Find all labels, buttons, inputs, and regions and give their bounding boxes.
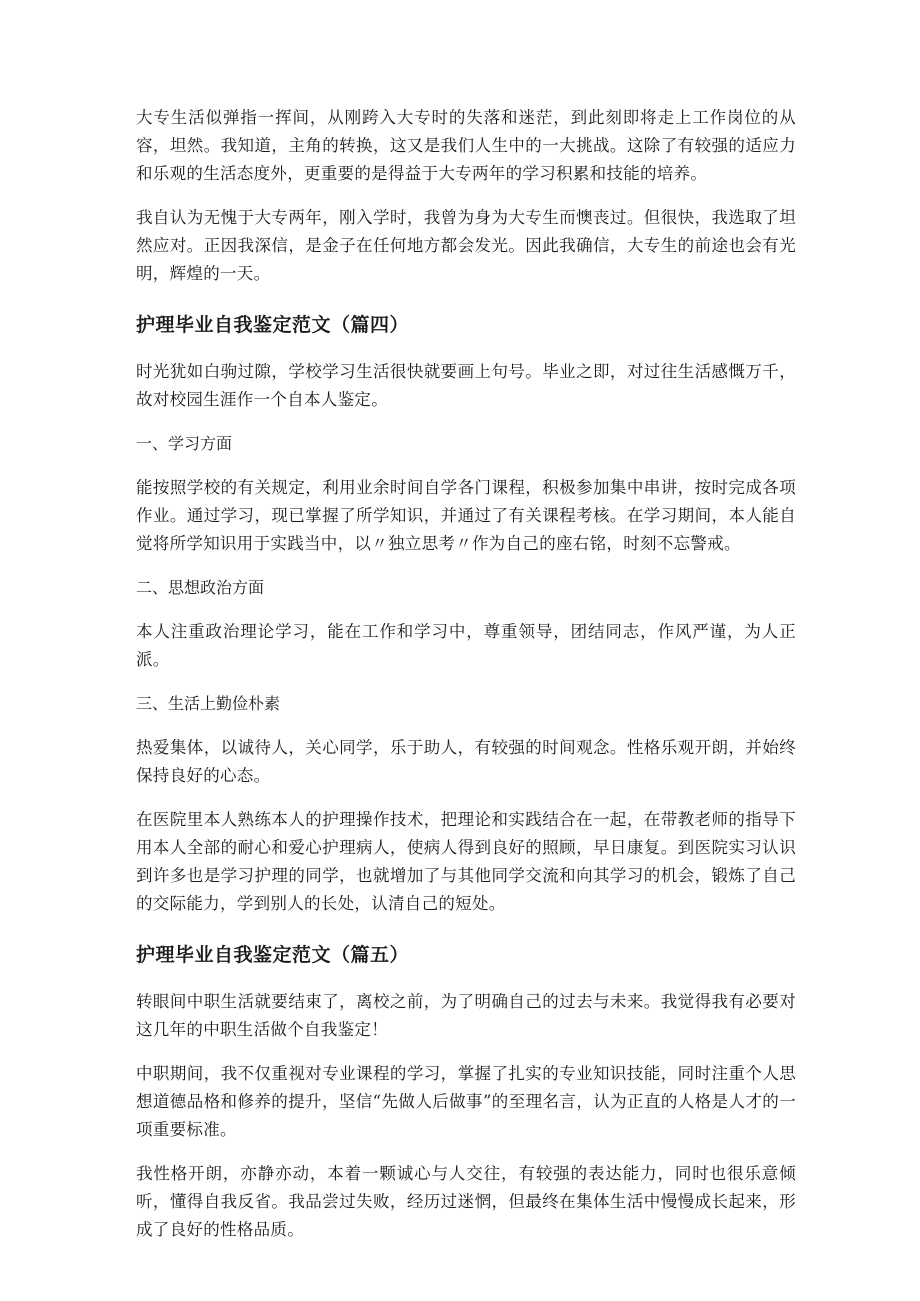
- section-5-paragraph-2: 中职期间，我不仅重视对专业课程的学习，掌握了扎实的专业知识技能，同时注重个人思想道德品格和修养的提升，坚信“先做人后做事”的至理名言，认为正直的人格是人才的一项重要标准。: [136, 1064, 796, 1139]
- section-5-title: 护理毕业自我鉴定范文（篇五）: [136, 944, 410, 966]
- section-4-sub1-text: 能按照学校的有关规定，利用业余时间自学各门课程，积极参加集中串讲，按时完成各项作业。通过学习，现已掌握了所学知识，并通过了有关课程考核。在学习期间，本人能自觉将所学知识用于实践当中，以〃独立思考〃作为自己的座右铭，时刻不忘警戒。: [136, 478, 796, 553]
- paragraph-intro-2: 我自认为无愧于大专两年，刚入学时，我曾为身为大专生而懊丧过。但很快，我选取了坦然应对。正因我深信，是金子在任何地方都会发光。因此我确信，大专生的前途也会有光明，辉煌的一天。: [136, 208, 796, 283]
- section-5-paragraph-1: 转眼间中职生活就要结束了，离校之前，为了明确自己的过去与未来。我觉得我有必要对这几年的中职生活做个自我鉴定！: [136, 992, 796, 1039]
- section-4-intro: 时光犹如白驹过隙，学校学习生活很快就要画上句号。毕业之即，对过往生活感慨万千，故对校园生涯作一个自本人鉴定。: [136, 362, 796, 409]
- section-4-sub2-text: 本人注重政治理论学习，能在工作和学习中，尊重领导，团结同志，作风严谨，为人正派。: [136, 622, 796, 669]
- section-5-paragraph-3: 我性格开朗，亦静亦动，本着一颗诚心与人交往，有较强的表达能力，同时也很乐意倾听，懂得自我反省。我品尝过失败，经历过迷惘，但最终在集体生活中慢慢成长起来，形成了良好的性格品质。: [136, 1164, 796, 1239]
- document-body: [136, 104, 796, 1260]
- section-4-sub3-text: 热爱集体，以诚待人，关心同学，乐于助人，有较强的时间观念。性格乐观开朗，并始终保持良好的心态。: [136, 738, 796, 785]
- section-4-sub2-title: 二、思想政治方面: [136, 578, 265, 597]
- section-4-sub3-title: 三、生活上勤俭朴素: [136, 694, 281, 713]
- paragraph-intro-1: 大专生活似弹指一挥间，从刚跨入大专时的失落和迷茫，到此刻即将走上工作岗位的从容，坦然。我知道，主角的转换，这又是我们人生中的一大挑战。这除了有较强的适应力和乐观的生活态度外，更重要的是得益于大专两年的学习积累和技能的培养。: [136, 108, 796, 183]
- section-4-title: 护理毕业自我鉴定范文（篇四）: [136, 314, 410, 336]
- section-4-closing: 在医院里本人熟练本人的护理操作技术，把理论和实践结合在一起，在带教老师的指导下用本人全部的耐心和爱心护理病人，使病人得到良好的照顾，早日康复。到医院实习认识到许多也是学习护理的同学，也就增加了与其他同学交流和向其学习的机会，锻炼了自己的交际能力，学到别人的长处，认清自己的短处。: [136, 810, 796, 913]
- section-4-sub1-title: 一、学习方面: [136, 434, 233, 453]
